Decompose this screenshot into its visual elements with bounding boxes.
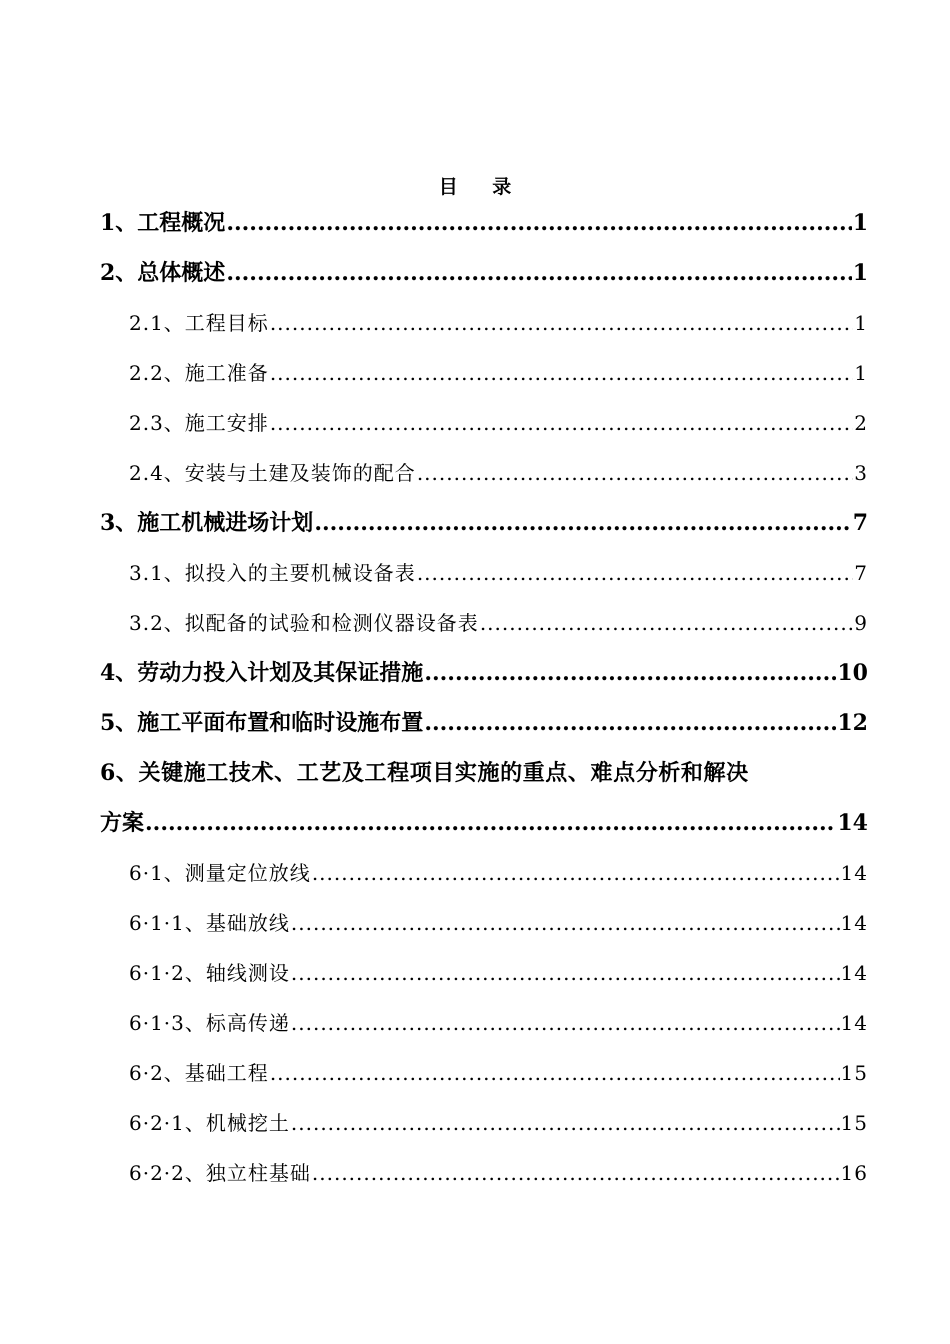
- toc-entry-page: 7: [854, 561, 868, 585]
- toc-entry[interactable]: [100, 198, 868, 248]
- toc-entry[interactable]: [100, 948, 868, 998]
- dot-leader: [145, 798, 836, 848]
- toc-entry-page: 1: [852, 260, 868, 286]
- toc-entry-page: 3: [854, 461, 868, 485]
- toc-entry-page: 7: [852, 510, 868, 536]
- dot-leader: [424, 648, 836, 698]
- toc-entry-page: 1: [852, 210, 868, 236]
- toc-entry-page: 10: [837, 660, 868, 686]
- dot-leader: [226, 248, 851, 298]
- dot-leader: [270, 298, 853, 348]
- toc-entry-label: 3、施工机械进场计划: [100, 510, 314, 536]
- dot-leader: [270, 348, 853, 398]
- toc-entry-label: 2.1、工程目标: [129, 311, 269, 335]
- dot-leader: [417, 548, 853, 598]
- toc-entry[interactable]: [100, 898, 868, 948]
- toc-entry-page: 14: [840, 861, 868, 885]
- toc-entry-line2: [100, 798, 868, 848]
- toc-entry[interactable]: [100, 448, 868, 498]
- toc-entry-label: 6·2、基础工程: [129, 1061, 269, 1085]
- toc-entry-label: 6·1、测量定位放线: [129, 861, 311, 885]
- toc-entry[interactable]: [100, 1048, 868, 1098]
- toc-entry-label: 6·2·1、机械挖土: [129, 1111, 290, 1135]
- toc-entry-label: 2.2、施工准备: [129, 361, 269, 385]
- toc-entry-page: 14: [840, 961, 868, 985]
- toc-entry[interactable]: [100, 398, 868, 448]
- table-of-contents: [100, 198, 868, 1198]
- toc-entry-label: 5、施工平面布置和临时设施布置: [100, 710, 424, 736]
- toc-entry[interactable]: [100, 548, 868, 598]
- toc-entry[interactable]: [100, 1148, 868, 1198]
- toc-entry-page: 15: [840, 1061, 868, 1085]
- toc-entry-page: 15: [840, 1111, 868, 1135]
- dot-leader: [312, 1148, 840, 1198]
- toc-entry-page: 1: [854, 361, 868, 385]
- toc-entry-label: 2.3、施工安排: [129, 411, 269, 435]
- toc-entry[interactable]: [100, 498, 868, 548]
- toc-entry-label: 3.2、拟配备的试验和检测仪器设备表: [129, 611, 479, 635]
- toc-title: 目 录: [438, 176, 526, 198]
- toc-entry-page: 9: [854, 611, 868, 635]
- toc-entry-label: 1、工程概况: [100, 210, 226, 236]
- toc-entry-label: 4、劳动力投入计划及其保证措施: [100, 660, 424, 686]
- toc-entry-label-line1: 6、关键施工技术、工艺及工程项目实施的重点、难点分析和解决: [100, 760, 749, 786]
- dot-leader: [291, 1098, 840, 1148]
- dot-leader: [424, 698, 836, 748]
- toc-entry-label: 2.4、安装与土建及装饰的配合: [129, 461, 416, 485]
- dot-leader: [270, 398, 853, 448]
- dot-leader: [314, 498, 851, 548]
- dot-leader: [291, 898, 840, 948]
- toc-entry[interactable]: [100, 648, 868, 698]
- toc-entry-label: 6·1·2、轴线测设: [129, 961, 290, 985]
- toc-entry-page: 2: [854, 411, 868, 435]
- toc-entry-page: 1: [854, 311, 868, 335]
- dot-leader: [270, 1048, 840, 1098]
- toc-entry-page: 14: [840, 911, 868, 935]
- dot-leader: [291, 948, 840, 998]
- toc-entry-label: 6·2·2、独立柱基础: [129, 1161, 311, 1185]
- toc-entry[interactable]: [100, 248, 868, 298]
- toc-entry-label-line2: 方案: [100, 810, 145, 836]
- toc-entry[interactable]: [100, 598, 868, 648]
- toc-entry-page: 14: [840, 1011, 868, 1035]
- dot-leader: [291, 998, 840, 1048]
- toc-entry-wrapped[interactable]: [100, 748, 868, 848]
- toc-entry-label: 3.1、拟投入的主要机械设备表: [129, 561, 416, 585]
- dot-leader: [417, 448, 853, 498]
- toc-entry[interactable]: [100, 998, 868, 1048]
- toc-entry-label: 6·1·3、标高传递: [129, 1011, 290, 1035]
- toc-entry[interactable]: [100, 848, 868, 898]
- toc-entry-label: 6·1·1、基础放线: [129, 911, 290, 935]
- toc-entry[interactable]: [100, 348, 868, 398]
- dot-leader: [226, 198, 851, 248]
- toc-entry[interactable]: [100, 298, 868, 348]
- toc-entry-page: 16: [840, 1161, 868, 1185]
- toc-entry-label: 2、总体概述: [100, 260, 226, 286]
- toc-entry[interactable]: [100, 1098, 868, 1148]
- toc-entry-page: 14: [837, 810, 868, 836]
- dot-leader: [312, 848, 840, 898]
- dot-leader: [480, 598, 853, 648]
- toc-entry[interactable]: [100, 698, 868, 748]
- toc-entry-page: 12: [837, 710, 868, 736]
